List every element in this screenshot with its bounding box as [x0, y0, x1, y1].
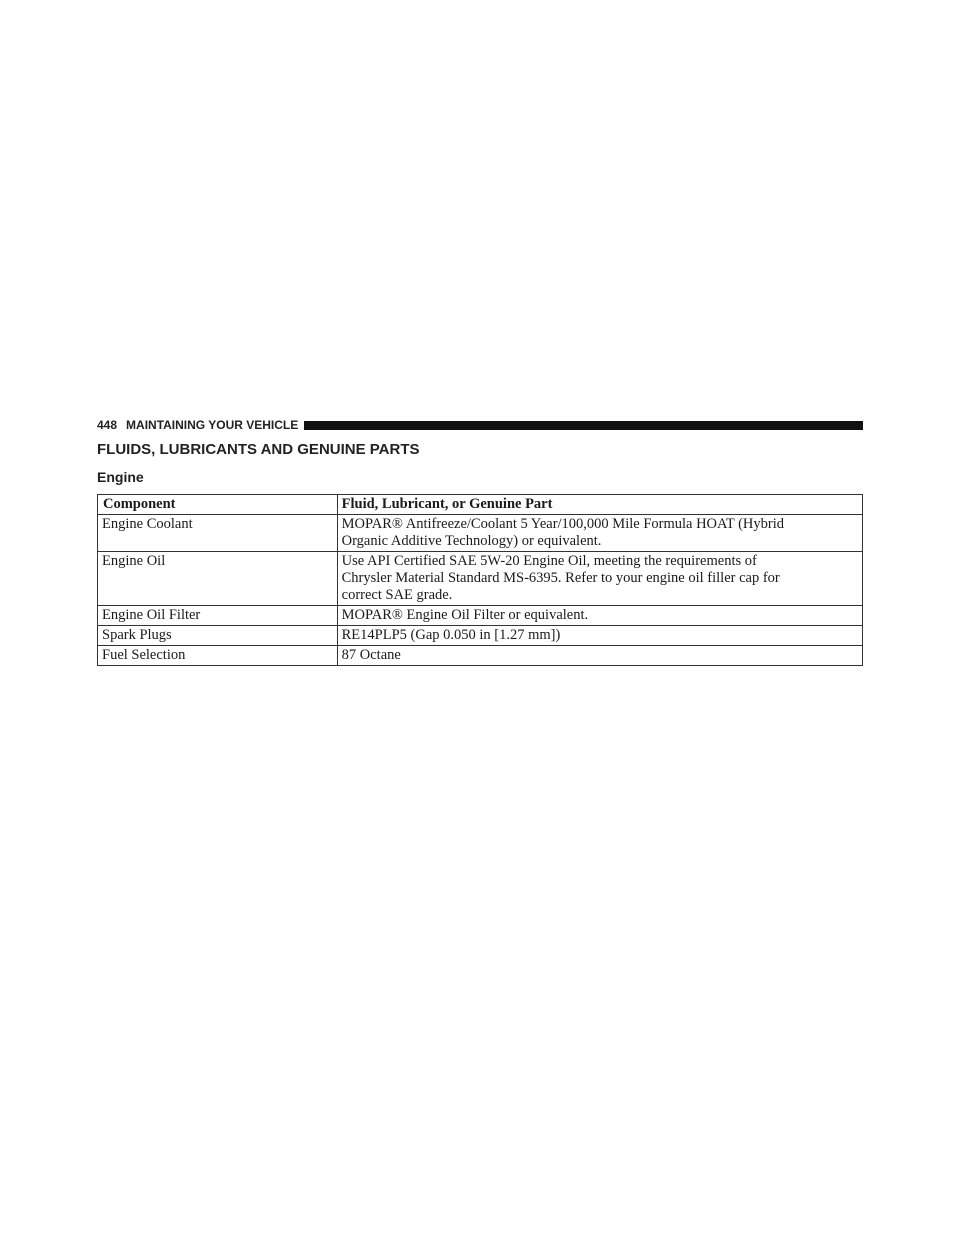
table-row — [98, 626, 863, 646]
part-line: correct SAE grade. — [341, 587, 453, 603]
row-component: Spark Plugs — [98, 626, 338, 646]
row-component: Engine Oil — [98, 552, 338, 606]
table-row — [98, 552, 863, 606]
part-line: Chrysler Material Standard MS-6395. Refer to your engine oil filler cap for — [341, 570, 780, 586]
column-header-component: Component — [98, 495, 338, 515]
part-line: MOPAR® Engine Oil Filter or equivalent. — [341, 607, 589, 623]
fluids-table — [97, 494, 863, 666]
header-rule — [304, 421, 863, 430]
part-line: Use API Certified SAE 5W-20 Engine Oil, meeting the requirements of — [341, 553, 757, 569]
row-component: Engine Oil Filter — [98, 606, 338, 626]
row-part — [337, 626, 862, 646]
row-part — [337, 552, 862, 606]
table-header-row — [98, 495, 863, 515]
part-line: Organic Additive Technology) or equivalent. — [341, 533, 602, 549]
page-title: FLUIDS, LUBRICANTS AND GENUINE PARTS — [97, 441, 420, 458]
column-header-part: Fluid, Lubricant, or Genuine Part — [337, 495, 862, 515]
table-row — [98, 646, 863, 666]
page-header — [97, 418, 863, 432]
row-component: Fuel Selection — [98, 646, 338, 666]
row-part — [337, 606, 862, 626]
table-row — [98, 606, 863, 626]
part-line: MOPAR® Antifreeze/Coolant 5 Year/100,000 Mile Formula HOAT (Hybrid — [341, 516, 785, 532]
page-number: 448 — [97, 418, 118, 432]
section-subtitle: Engine — [97, 469, 144, 485]
section-label: MAINTAINING YOUR VEHICLE — [126, 418, 299, 432]
part-line: RE14PLP5 (Gap 0.050 in [1.27 mm]) — [341, 627, 561, 643]
row-part — [337, 515, 862, 552]
row-component: Engine Coolant — [98, 515, 338, 552]
table-row — [98, 515, 863, 552]
part-line: 87 Octane — [341, 647, 401, 663]
row-part — [337, 646, 862, 666]
